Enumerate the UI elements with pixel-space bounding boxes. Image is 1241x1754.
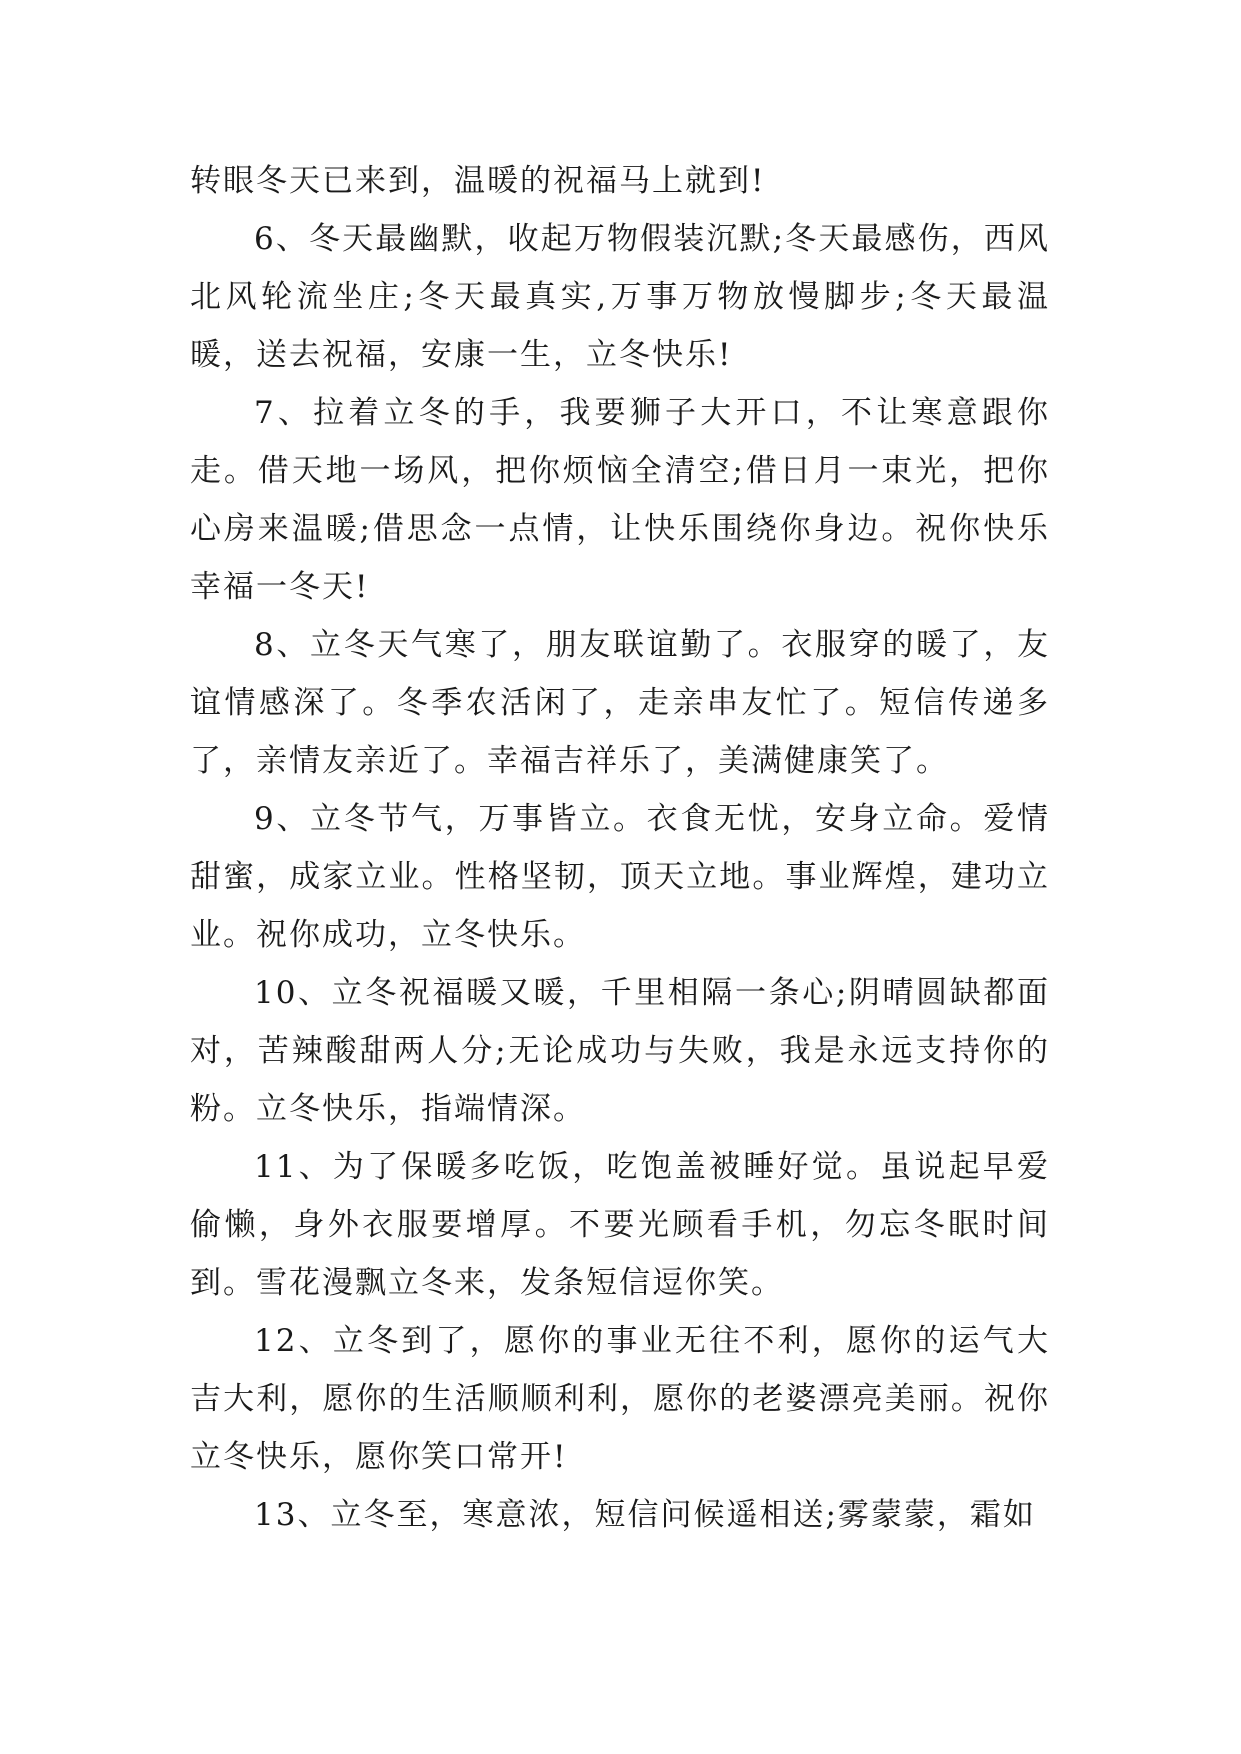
paragraph-item-7: 7、拉着立冬的手，我要狮子大开口，不让寒意跟你走。借天地一场风，把你烦恼全清空;借日月一束光，把你心房来温暖;借思念一点情，让快乐围绕你身边。祝你快乐幸福一冬天!	[190, 395, 1050, 605]
paragraph-item-12: 12、立冬到了，愿你的事业无往不利，愿你的运气大吉大利，愿你的生活顺顺利利，愿你的老婆漂亮美丽。祝你立冬快乐，愿你笑口常开!	[190, 1323, 1050, 1475]
paragraph-item-6: 6、冬天最幽默，收起万物假装沉默;冬天最感伤，西风北风轮流坐庄;冬天最真实,万事万物放慢脚步;冬天最温暖，送去祝福，安康一生，立冬快乐!	[190, 221, 1050, 373]
paragraph-item-10: 10、立冬祝福暖又暖，千里相隔一条心;阴晴圆缺都面对，苦辣酸甜两人分;无论成功与失败，我是永远支持你的粉。立冬快乐，指端情深。	[190, 975, 1050, 1127]
document-page	[190, 152, 1050, 1544]
paragraph-item-8: 8、立冬天气寒了，朋友联谊勤了。衣服穿的暖了，友谊情感深了。冬季农活闲了，走亲串友忙了。短信传递多了，亲情友亲近了。幸福吉祥乐了，美满健康笑了。	[190, 627, 1050, 779]
paragraph-item-13: 13、立冬至，寒意浓，短信问候遥相送;雾蒙蒙，霜如	[254, 1497, 1036, 1533]
paragraph-item-9: 9、立冬节气，万事皆立。衣食无忧，安身立命。爱情甜蜜，成家立业。性格坚韧，顶天立地。事业辉煌，建功立业。祝你成功，立冬快乐。	[190, 801, 1050, 953]
paragraph-continuation: 转眼冬天已来到，温暖的祝福马上就到!	[190, 163, 766, 199]
paragraph-item-11: 11、为了保暖多吃饭，吃饱盖被睡好觉。虽说起早爱偷懒，身外衣服要增厚。不要光顾看手机，勿忘冬眠时间到。雪花漫飘立冬来，发条短信逗你笑。	[190, 1149, 1050, 1301]
